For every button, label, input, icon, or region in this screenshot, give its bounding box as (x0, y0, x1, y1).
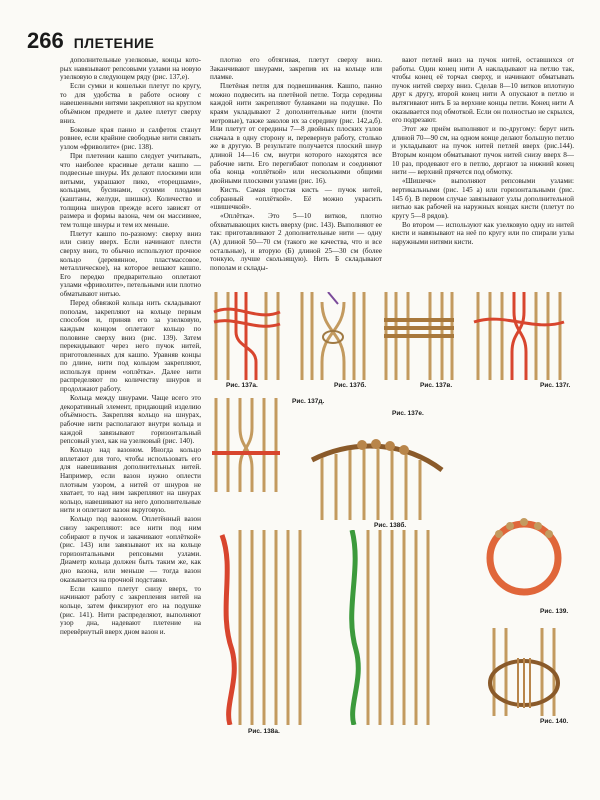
caption-137b: Рис. 137б. (334, 382, 367, 389)
figure-138a (210, 530, 330, 725)
paragraph: При плетении кашпо следует учитывать, что наиболее красивые детали кашпо — подвесные шнуры. Их делают плоскими или витыми, украшают пико, «торецшами», кольцами, бусинами, сухими плодами (каштаны, желуди, шишки). Количество и толщина шнуров прежде всего зависят от размера и формы вазона, чем он массивнее, тем толще шнуры и тем их меньше. (60, 152, 201, 229)
paragraph: вают петлей вниз на пучок нитей, оставшихся от работы. Один конец нити А накладывают на петлю так, чтобы конец её торчал сверху, и начинают обматывать пучок нитей сверху вниз. Сделав 8—10 витков вплотную друг к другу, второй конец нити А опускают в петлю и вытягивают нить Б за верхние концы петли. Конец нити А оказывается под обмоткой. Если он полностью не скрылся, его подрезают. (392, 56, 574, 125)
figure-137g (464, 292, 574, 380)
paragraph: Кольцо под вазоном. Оплетённый вазон снизу закрепляют: все нити под ним собирают в пучок и закачивают «оплёткой» (рис. 143) или завязывают их на кольце горизонтальными репсовыми узлами. Диаметр кольца должен быть таким же, как дно вазона, или меньше — тогда вазон оказывается на прочной подставке. (60, 515, 201, 584)
figure-138b (340, 530, 460, 725)
text-column-3 (392, 56, 574, 288)
paragraph: Плетут кашпо по-разному: сверху вниз или снизу вверх. Если начинают плести сверху вниз, то обычно используют прочное кольцо (деревянное, пластмассовое, металлическое), на которое вешают кашпо. Его передко предварительно оплетают узлами «фриволите», петельными или плотно обматывают нитью. (60, 229, 201, 299)
paragraph: дополнительные узелковые, концы кото-рых навязывают репсовыми узлами на новую узелковую в следующем ряду (рис. 137,е). (60, 56, 201, 82)
caption-137v: Рис. 137в. (420, 382, 453, 389)
paragraph: Перед обвязкой кольца нить складывают пополам, закрепляют на кольце первым способом и, приняв его за узелковую, каждым концом оплетают кольцо по половине сверху вниз (рис. 139). Затем перекидывают через него пучок нитей, приготовленных для кашпо. Уравняв концы по длине, нити под кольцом закрепляют, используя прием «оплётка». Далее нити распределяют по количеству шнуров и продолжают работу. (60, 299, 201, 394)
paragraph: Кольца между шнурами. Чаще всего это декоративный элемент, придающий изделию объёмность. Закрепляя кольцо на шнурах, рабочие нити располагают внутри кольца и каждой завязывают горизонтальный репсовый узел, как на узелковый (рис. 140). (60, 394, 201, 446)
figure-139 (474, 506, 574, 606)
paragraph: Этот же приём выполняют и по-другому: берут нить длиной 70—90 см, на одном конце делают большую петлю и укладывают на пучок нитей петлей вверх (рис.144). Вторым концом обматывают пучок нитей снизу вверх 8—10 раз, продевают его в петлю, дергают за нижний конец нити — верхний прячется под обмотку. (392, 125, 574, 177)
figure-137v (378, 292, 460, 380)
paragraph: плотно его обтягивая, плетут сверху вниз. Заканчивают шнурами, закрепив их на кольце или пламке. (210, 56, 382, 82)
caption-137g: Рис. 137г. (540, 382, 571, 389)
caption-138b: Рис. 138б. (374, 522, 407, 529)
caption-137e: Рис. 137е. (392, 410, 424, 417)
figure-137e (302, 410, 452, 520)
caption-140: Рис. 140. (540, 718, 569, 725)
paragraph: «Шишечк» выполняют репсовыми узлами: вертикальными (рис. 145 а) или горизонтальными (рис. 145 б). В первом случае завязывают узлы дополнительной нитью как рабочей на наружных концах кисти (плетут по кругу 5—8 рядов). (392, 177, 574, 220)
paragraph: Если кашпо плетут снизу вверх, то начинают работу с закрепления нитей на кольце, затем фиксируют его на подушке (рис. 141). Нити распределяют, выполняют узор дна, надевают плетение на перевёрнутый вверх дном вазон и. (60, 584, 201, 636)
paragraph: Кисть. Самая простая кисть — пучок нитей, собранный «оплёткой». Её можно украсить «шишечкой». (210, 185, 382, 212)
paragraph: Во втором — используют как узелковую одну из нитей кисти и навязывают на неё по кругу или по спирали узлы наружными нитями кисти. (392, 220, 574, 246)
caption-137a: Рис. 137а. (226, 382, 258, 389)
paragraph: Кольцо над вазоном. Иногда кольцо вплетают для того, чтобы использовать его для навешивания дополнительных нитей. Например, если вазон нужно оплести плотным узором, а нитей от шнуров не хватает, то над ним закрепляют на шнурах кольцо, навешивают на него дополнительные нити и оплетают вазон вкруговую. (60, 446, 201, 515)
figure-137a (206, 292, 286, 380)
paragraph: Боковые края панно и салфеток станут ровнее, если крайние свободные нити связать узлом «фриволите» (рис. 138). (60, 125, 201, 151)
caption-138a: Рис. 138а. (248, 728, 280, 735)
page-number: 266 (27, 28, 64, 53)
section-title: ПЛЕТЕНИЕ (73, 35, 155, 51)
figure-137b (292, 292, 374, 380)
figure-137d (206, 398, 286, 492)
text-column-2 (210, 56, 382, 288)
caption-137d: Рис. 137д. (292, 398, 325, 405)
paragraph: «Оплётка». Это 5—10 витков, плотно обхватывающих кисть вверху (рис. 143). Выполняют ее так: приготавливают 2 дополнительные нити — одну (А) длиной 50—70 см (такого же качества, что и все остальные), и вторую (Б) длиной 25—30 см (более тонкую, лучше скользящую). Нить Б складывают пополам и склады- (210, 212, 382, 272)
text-column-1 (60, 56, 201, 721)
caption-139: Рис. 139. (540, 608, 569, 615)
paragraph: Плетёная петля для подвешивания. Кашпо, панно можно подвесить на плетёной петле. Тогда середины каждой нити закрепляют булавками на подушке. По краям укладывают 2 дополнительные нити (почти метровые), также заколов их за середину (рис. 142,а,б). Или плетут от середины 7—8 двойных плоских узлов сначала в одну сторону и, перевернув работу, столько же в другую. В результате получается плоский шнур длиной 14—16 см, внутри которого находятся все рабочие нити. Его перегибают пополам и соединяют оба конца «оплёткой» или несколькими общими двойными плоскими узлами (рис. 16). (210, 82, 382, 185)
paragraph: Если сумки и кошельки плетут по кругу, то для удобства в работе основу с навешенными нитями закрепляют на круглом объёмном предмете и далее плетут сверху вниз. (60, 82, 201, 125)
figure-140 (474, 628, 574, 716)
page-header (27, 28, 154, 54)
